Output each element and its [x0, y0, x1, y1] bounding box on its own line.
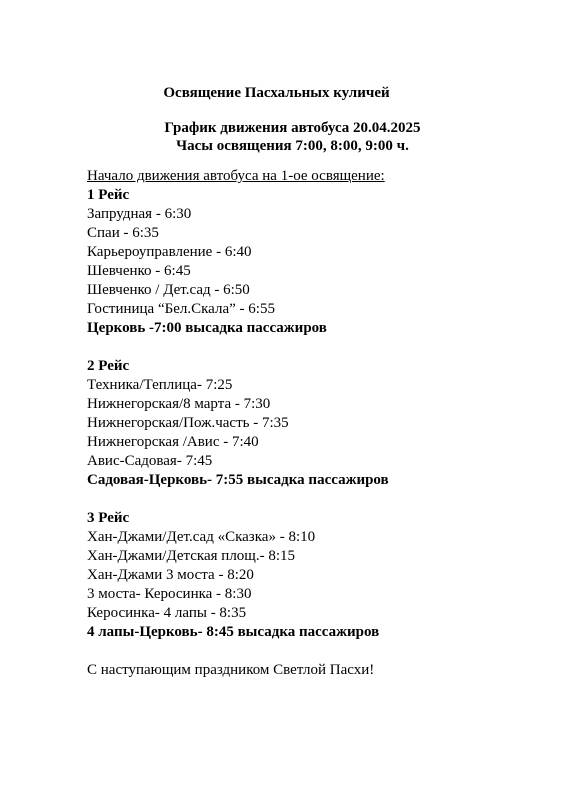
- trip-1-stop: Шевченко / Дет.сад - 6:50: [87, 282, 250, 298]
- trip-3-stop: Хан-Джами/Детская площ.- 8:15: [87, 548, 296, 564]
- trip-1-heading: 1 Рейс: [87, 187, 130, 203]
- trip-1-stop: Гостиница “Бел.Скала” - 6:55: [87, 301, 275, 317]
- spacer: [87, 490, 389, 509]
- trip-2-heading: 2 Рейс: [87, 358, 130, 374]
- trip-2-stop: Нижнегорская/8 марта - 7:30: [87, 396, 271, 412]
- intro-text: Начало движения автобуса на 1-ое освящение:: [87, 168, 385, 184]
- spacer: [87, 642, 389, 661]
- trip-3-stop: 3 моста- Керосинка - 8:30: [87, 586, 252, 602]
- schedule-body: [87, 167, 389, 680]
- trip-3-heading: 3 Рейс: [87, 510, 130, 526]
- trip-3-stop: Хан-Джами/Дет.сад «Сказка» - 8:10: [87, 529, 316, 545]
- schedule-heading: График движения автобуса 20.04.2025: [164, 120, 421, 136]
- trip-2-stop: Техника/Теплица- 7:25: [87, 377, 233, 393]
- trip-3-stop: Хан-Джами 3 моста - 8:20: [87, 567, 254, 583]
- blessing-hours: Часы освящения 7:00, 8:00, 9:00 ч.: [176, 138, 409, 154]
- trip-2-stop: Нижнегорская/Пож.часть - 7:35: [87, 415, 289, 431]
- document-title: Освящение Пасхальных куличей: [163, 85, 390, 101]
- trip-1-stop: Спаи - 6:35: [87, 225, 159, 241]
- trip-1-stop: Запрудная - 6:30: [87, 206, 192, 222]
- trip-3-stop: Керосинка- 4 лапы - 8:35: [87, 605, 247, 621]
- trip-3-final: 4 лапы-Церковь- 8:45 высадка пассажиров: [87, 624, 380, 640]
- trip-2-stop: Нижнегорская /Авис - 7:40: [87, 434, 259, 450]
- trip-1-final: Церковь -7:00 высадка пассажиров: [87, 320, 327, 336]
- trip-2-stop: Авис-Садовая- 7:45: [87, 453, 213, 469]
- trip-1-stop: Шевченко - 6:45: [87, 263, 191, 279]
- trip-1-stop: Карьероуправление - 6:40: [87, 244, 252, 260]
- closing-greeting: С наступающим праздником Светлой Пасхи!: [87, 662, 375, 678]
- trip-2-final: Садовая-Церковь- 7:55 высадка пассажиров: [87, 472, 389, 488]
- spacer: [87, 338, 389, 357]
